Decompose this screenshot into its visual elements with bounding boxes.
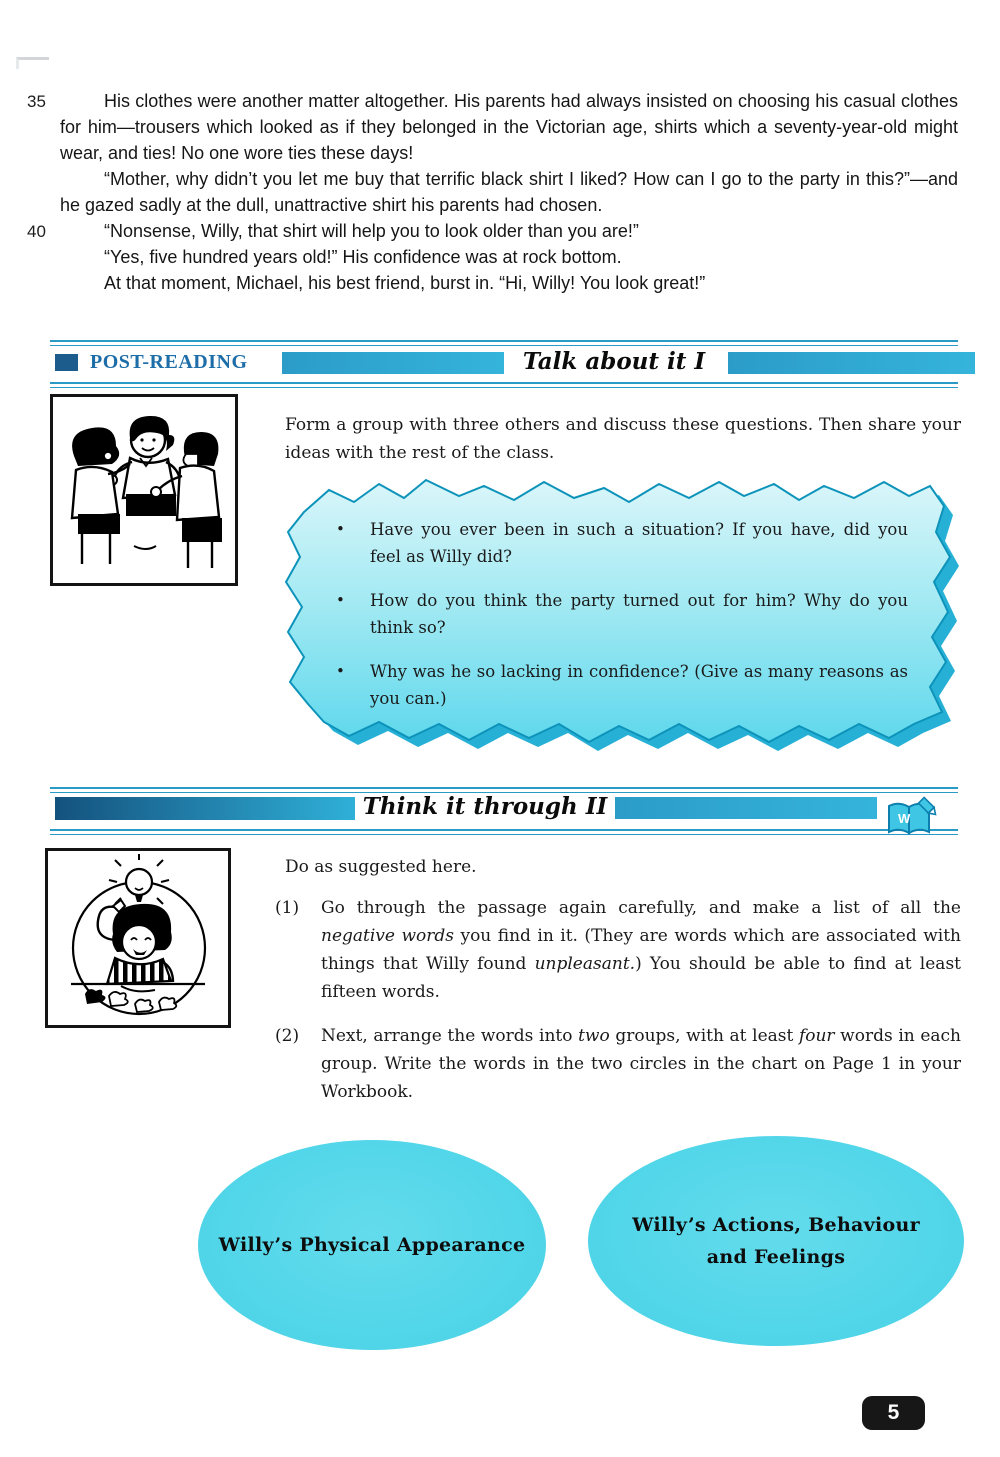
kids-talking-drawing <box>56 400 232 580</box>
item-text-italic: unpleasant. <box>534 954 636 974</box>
item-text-italic: negative words <box>321 926 454 946</box>
line-number-40: 40 <box>27 222 46 241</box>
header-rule-bottom <box>50 829 958 835</box>
page-number-badge <box>862 1396 925 1430</box>
kids-talking-illustration <box>50 394 238 586</box>
header-rule-bottom <box>50 382 958 388</box>
item-number: (1) <box>275 898 300 918</box>
passage-paragraph: “Mother, why didn’t you let me buy that terrific black shirt I liked? How can I go to the party in this?”—and he gazed sadly at the dull, unattractive shirt his parents had chosen. <box>60 169 958 215</box>
passage-paragraph: His clothes were another matter altogether. His parents had always insisted on choosing his casual clothes for him—trousers which looked as if they belonged in the Victorian age, shirts which a seventy-year-old might wear, and ties! No one wore ties these days! <box>60 91 958 163</box>
left-ellipse-label: Willy’s Physical Appearance <box>218 1234 526 1256</box>
discussion-questions <box>336 516 908 729</box>
left-category-ellipse <box>198 1140 546 1350</box>
instruction-item-2 <box>275 1022 961 1106</box>
talk-about-it-intro: Form a group with three others and discuss these questions. Then share your ideas with the rest of the class. <box>285 415 961 463</box>
workbook-icon <box>885 796 937 845</box>
thinking-boy-drawing <box>51 854 225 1022</box>
item-text-part: you find in it. (They are words which are associated with things that Willy found <box>321 926 961 974</box>
header-bar <box>615 797 877 819</box>
right-ellipse-label-line1: Willy’s Actions, Behaviour <box>632 1214 920 1236</box>
item-text-italic: four <box>798 1026 835 1046</box>
section-marker-square <box>55 354 78 371</box>
page-number: 5 <box>887 1401 900 1424</box>
item-text <box>321 894 961 1006</box>
header-bar <box>282 352 504 374</box>
line-number-35: 35 <box>27 92 46 111</box>
header-rule-top <box>50 340 958 346</box>
instruction-item-1 <box>275 894 961 1006</box>
bullet-icon: • <box>336 591 345 609</box>
think-it-through-title: Think it through II <box>362 793 608 820</box>
reading-passage <box>60 88 958 296</box>
talk-about-it-title: Talk about it I <box>522 348 706 375</box>
passage-paragraph: “Yes, five hundred years old!” His confidence was at rock bottom. <box>104 247 622 267</box>
question-text: Have you ever been in such a situation? If you have, did you feel as Willy did? <box>370 520 908 566</box>
think-intro: Do as suggested here. <box>285 857 477 877</box>
question-item <box>336 516 908 570</box>
right-category-ellipse <box>588 1136 964 1346</box>
thinking-boy-illustration <box>45 848 231 1028</box>
question-item <box>336 658 908 712</box>
passage-paragraph: At that moment, Michael, his best friend, burst in. “Hi, Willy! You look great!” <box>104 273 706 293</box>
item-text-italic: two <box>578 1026 610 1046</box>
question-text: Why was he so lacking in confidence? (Give as many reasons as you can.) <box>370 662 908 708</box>
post-reading-kicker: POST-READING <box>90 351 248 373</box>
item-text-part: words in each group. Write the words in the two circles in the chart on Page 1 in your Workbook. <box>321 1026 961 1102</box>
item-number: (2) <box>275 1026 300 1046</box>
right-ellipse-label-line2: and Feelings <box>706 1246 846 1268</box>
bullet-icon: • <box>336 662 345 680</box>
item-text-part: Next, arrange the words into <box>321 1026 579 1046</box>
passage-paragraph: “Nonsense, Willy, that shirt will help you to look older than you are!” <box>104 221 639 241</box>
header-bar-gradient <box>55 797 355 820</box>
item-text-part: Go through the passage again carefully, and make a list of all the <box>321 898 961 918</box>
scan-corner-artifact <box>16 57 49 69</box>
item-text-part: groups, with at least <box>609 1026 799 1046</box>
item-text-part: ) You should be able to find at least fifteen words. <box>321 954 961 1002</box>
bullet-icon: • <box>336 520 345 538</box>
question-bubble <box>274 472 960 756</box>
instruction-list <box>275 894 961 1122</box>
workbook-letter: W <box>898 811 911 826</box>
header-bar <box>728 352 975 374</box>
question-item <box>336 587 908 641</box>
question-text: How do you think the party turned out for him? Why do you think so? <box>370 591 908 637</box>
item-text <box>321 1022 961 1106</box>
